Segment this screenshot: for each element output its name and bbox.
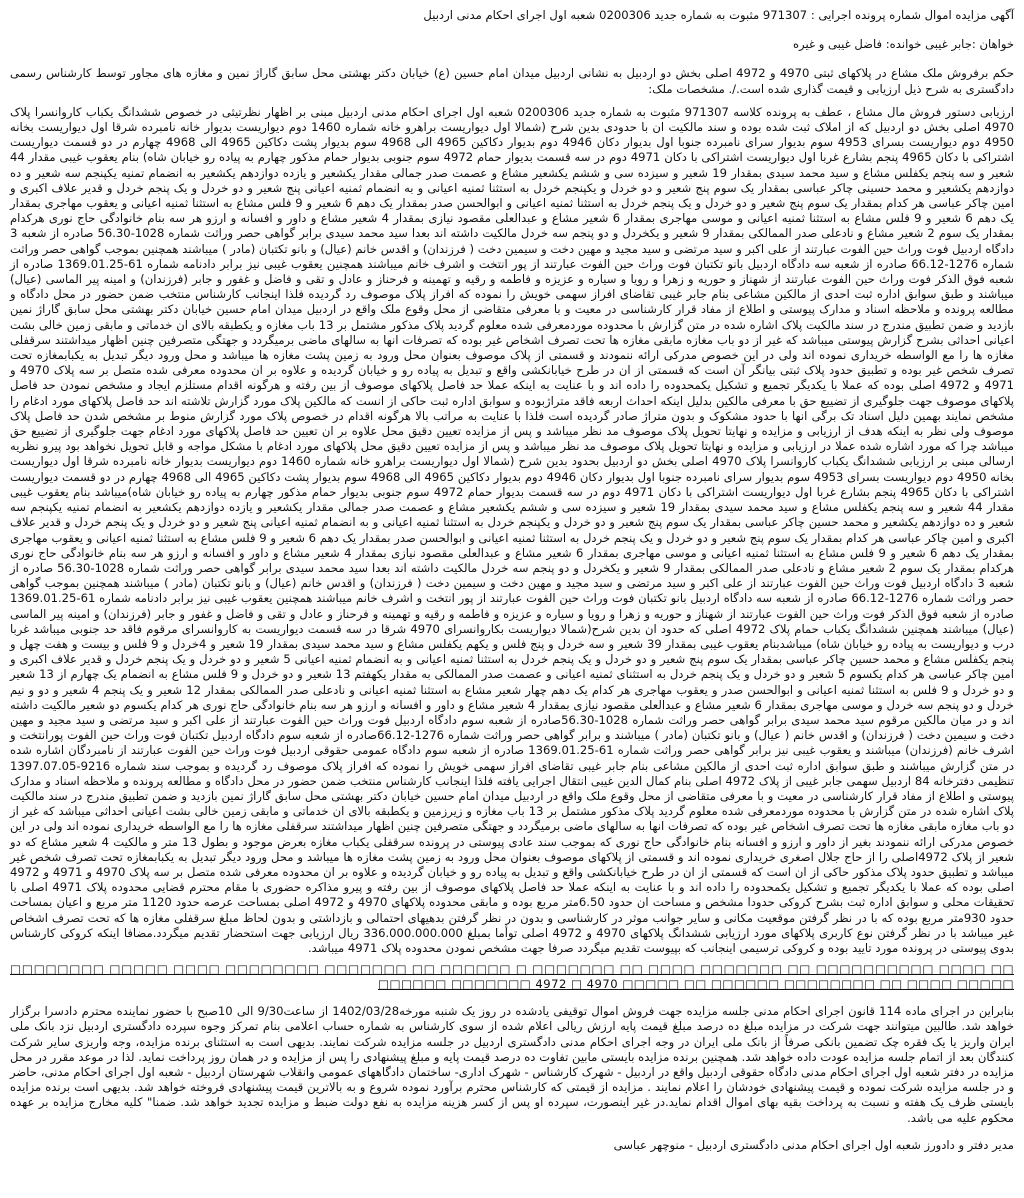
auction-terms-paragraph: بنابراین در اجرای ماده 114 قانون اجرای احکام مدنی جلسه مزایده جهت فروش اموال توقیفی یادشده در روز یک شنبه مورخه1402/03/28 از ساعت9/30 الی 10صبح با حضور نماینده محترم دادسرا برگزار خواهد شد. طالبین میتوانند جهت شرکت در مزایده مبلغ ده درصد مبلغ قیمت پایه ارزش ریالی اعلام شده از سوی کارشناس به شماره حساب اعلامی بنام تمرکز وجوه سپرده دادگستری اردبیل نزد بانک ملی ایران واریز یا یک فقره چک تضمین بانکی صرفاً از بانک ملی ایران در وجه اجرای احکام مدنی دادگستری اردبیل در جلسه مزایده شرکت نمایند. بدیهی است به استثنای برنده مزایده، وجه واریزی سایر شرکت کنندگان بعد از اتمام جلسه مزایده عودت داده خواهد شد. همچنین برنده مزایده بایستی مابین تفاوت ده درصد قیمت پایه و مبلغ پیشنهادی را پس از مزایده و در همان روز پرداخت نماید. لذا در موعد مقرر در محل مزایده در دفتر شعبه اول اجرای احکام مدنی دادگاه حقوقی اردبیل واقع در اردبیل - شهرک کارشناس - شهرک اداری- ساختمان دادگاههای عمومی وانقلاب شهرستان اردبیل - شعبه اول اجرای احکام مدنی، حاضر و در جلسه مزایده شرکت نموده و قیمت پیشنهادی خودشان را اعلام نمایند . مزایده از قیمتی که کارشناس محترم برآورد نموده شروع و به بالاترین قیمت پیشنهادی فروخته خواهد شد. بدیهی است برنده مزایده بایستی ظرف یک هفته و نسبت به پرداخت بقیه بهای اموال اقدام نماید.در غیر اینصورت، سپرده او پس از کسر هزینه مزایده به نفع دولت ضبط و مزایده تجدید خواهد شد. ضمنا" کلیه مخارج مزایده بر عهده محکوم علیه می باشد. [10, 1004, 1014, 1125]
signature-line: مدیر دفتر و دادورز شعبه اول اجرای احکام مدنی دادگستری اردبیل - منوچهر عباسی [613, 1137, 1014, 1152]
parties-line: خواهان :جابر غیبی خوانده: فاضل غیبی و غیره [792, 37, 1014, 52]
garbled-heading-line: □□ □□□□ □□□□□□□□□□ □□ □□□□□□□ □□□□ □□ □□□□□□□ □ □□□□□□ □□ □□□□□□□ □□□□□□□□ □□□□ □□□□□ □□□□□□□□ □□□□□ □□□□ □□ □□□□□□□□ □□□□□□ □□ □□□□□ 4970 □ 4972 □□□□□□□ □□□□□□ [10, 962, 1014, 992]
notice-title: آگهی مزایده اموال شماره پرونده اجرایی : 971307 مثبوت به شماره جدید 0200306 شعبه اول اجرای احکام مدنی اردبیل [423, 8, 1014, 22]
ruling-paragraph: حکم برفروش ملک مشاع در پلاکهای ثبتی 4970 و 4972 اصلی بخش دو اردبیل به نشانی اردبیل میدان امام حسین (ع) خیابان دکتر بهشتی محل سابق گاراژ نمین و مغازه های مجاور توسط کارشناس رسمی دادگستری به شرح ذیل ارزیابی و قیمت گذاری شده است./. مشخصات ملک: [10, 66, 1014, 96]
appraisal-paragraph: ارزیابی دستور فروش مال مشاع ، عطف به پرونده کلاسه 971307 مثبوت به شماره جدید 0200306 شعبه اول اجرای احکام مدنی اردبیل مبنی بر اظهار نظرتیثی در خصوص ششدانگ یکباب کاروانسرا پلاک 4970 اصلی بخش دو اردبیل که از املاک ثبت شده بوده و سند مالکیت ان با حدودی بدین شرح (شمالا اول دیواریست براهرو خانه شماره 1460 دوم دیواریست بدیوار خانه نامبرده شرقا اول دیواریست بخانه 4950 دوم دیواریست بسرای 4953 سوم بدیوار سرای نامبرده جنوبا اول بدیوار دکان 4946 دوم بدیوار دکاکین 4965 الی 4968 سوم بدیوار پشت دکاکین 4965 الی 4968 چهارم در دو قسمت دیواریست اشتراکی با دکان 4965 پنجم بشارع غربا اول دیواریست اشتراکی با دکان 4971 دوم در سه قسمت بدیوار حمام 4972 سوم جنوبی بدیوار حمام مذکور چهارم به پیاده رو خیابان شاه) بنام یعقوب غیبی مقدار 44 شعیر و سه پنجم یکفلس مشاع و سید محمد سیدی بمقدار 19 شعیر و سیزده سی و ششم یکشعیر مشاع و عصمت صدر جمالی مقدار یکشعیر و یازده دوازدهم یکشعیر به انضمام تمنیه یکپنجم سه شعیر و ده دوازدهم یکشعیر و محمد حسینی چاکر عباسی بمقدار یک سوم پنج شعیر و دو خردل و یکپنجم خردل به استثنا ثمنیه اعیانی و به انضمام ثمنیه اعیانی پنج شعیر و دو خردل و یک پنجم خردل و قدیر علاف اکبری و امین چاکر عباسی هر کدام بمقدار یک سوم پنج شعیر و دو خردل و یک پنجم خردل به استثنا ثمنیه اعیانی و ابوالحسن صدر بمقدار یک دهم 6 شعیر و 9 فلس مشاع به استثنا ثمنیه اعیانی و یعقوب مهاجری بمقدار یک دهم 6 شعیر و 9 فلس مشاع به استثنا ثمنیه اعیانی و موسی مهاجری بمقدار 6 شعیر مشاع و عبدالعلی مقصود نیازی بمقدار 4 شعیر مشاع و داور و افسانه و ارزو هر سه بنام خانوادگی حاج نوری هرکدام بمقدار یک سوم 2 شعیر مشاع و نادعلی صدر الممالکی بمقدار 9 شعیر و یکخردل و دو پنجم سه خردل مالکیت داشته اند بعدا سید محمد سیدی برابر گواهی حصر وراثت شماره 1028-56.30 صادره از شعبه 3 دادگاه اردبیل فوت وراث حین الفوت عبارتند از علی اکبر و سید مرتضی و سید مجید و مهین دخت و سیمین دخت ( فرزندان) و اقدس خانم (عیال) و بانو تکتبان (مادر ) میباشند همچنین بموجب گواهی حصر وراثت شماره 1276-66.12 صادره از شعبه سه دادگاه اردبیل بانو تکتبان فوت وراث حین الفوت عبارتند از پور انتخت و اشرف خانم میباشند همچنین یعقوب غیبی نیز برابر دادنامه شماره 61-1369.01.25 صادره از شعبه فوق الذکر فوت وراث حین الفوت عبارتند از شهناز و حوریه و زهرا و رویا و سیاره و عزیزه و فاطمه و رقیه و تهمینه و فرحناز و عادل و تقی و فاضل و غفور و جابر (فرزندان) و امینه پیر الماسی (عیال) میباشند و طبق سوابق اداره ثبت احدی از مالکین مشاعی بنام جابر غیبی تقاضای افراز سهمی خویش را نموده که افراز پلاک موصوف رد گردیده فلذا اینجانب کارشناس منتخب ضمن حضور در محل دادگاه و مطالعه پرونده و ملاحظه اسناد و مدارک پیوستی و اطلاع از مفاد قرار کارشناسی در معیت و با معرفی متقاضی از محل وقوع ملک واقع در اردبیل میدان امام حسین خیابان دکتر بهشتی محل سابق گاراژ نمین بازدید و ضمن تطبیق مندرج در سند مالکیت پلاک اشاره شده در متن گزارش با محدوده موردمعرفی شده معلوم گردید پلاک مذکور مشتمل بر 13 باب مغازه و یکطبقه بالای ان خدماتی و مابقی زمین خالی بشت اعیانی احداثی بشرح گزارش پیوستی میباشد که غیر از دو باب مغازه مابقی مغازه ها تحت تصرف اشخاص غیر بوده که تصرفات انها به سالهای ماضی برمیگردد و جهتگی متصرفین چنین اظهار میداشتند سرقفلی مغازه ها را مع الواسطه خریداری نموده اند ولی در این خصوص مدرکی ارائه ننمودند و قسمتی از پلاک موصوف بعنوان محل ورود به زمین پشت مغازه ها میباشد و محل ورود دیگر تبدیل به یکبابمغازه تحت تصرف شخص غیر بوده و تطبیق حدود پلاک ثبتی بیانگر آن است که قسمتی از ان در طرح خیابانکشی واقع و تبدیل به پیاده رو و خیابان گردیده و علاوه بر ان محدوده معرفی شده متصل بر سه پلاک 4970 و 4971 و 4972 اصلی بوده که عملا با یکدیگر تجمیع و تشکیل یکمحدوده را داده اند و با عنایت به اینکه عملا حد فاصل پلاکهای موصوف از بین رفته و هرگونه اقدام مستلزم ایجاد و مشخص نمودن حد فاصل پلاکهای موصوف جهت جلوگیری از تضییع حق با معرفی مالکین بدلیل اینکه احداث اربعه فاقد متراژبوده و سوابق اداره ثبت حاکی از انست که مالکین پلاک مورد گزارش تلاشته اند حد فاصل پلاکهای مورد ادغام را مشخص نمایند بهمین دلیل اسناد تک برگی انها با حدود مشکوک و بدون متراژ صادر گردیده است فلذا با عنایت به مراتب بالا هرگونه اقدام در خصوص پلاک مورد گزارش منوط بر مشخص شدن حد فاصل پلاک موصوف ولی نظر به اینکه هدف از ارزیابی و مزایده و نهایتا تحویل پلاک موصوف مد نظر میباشد و پس از مزایده تعیین دقیق محل علاوه بر ان تعیین حد فاصل پلاکهای مورد ادغام جهت جلوگیری از تضییع حق میباشد چرا که مورد اشاره شده عملا در ارزیابی و مزایده و نهایتا تحویل پلاک موصوف مد نظر میباشد و پس از مزایده تعیین دقیق محل پلاکهای مورد ادغام با مشکل مواجه و قابل تحویل نخواهد بود پیرو نظریه ارسالی مبنی بر ارزیابی ششدانگ یکباب کاروانسرا پلاک 4970 اصلی بخش دو اردبیل بحدود بدین شرح (شمالا اول دیواریست براهرو خانه شماره 1460 دوم دیواریست بدیوار خانه نامبرده شرقا اول دیواریست بخانه 4950 دوم دیواریست بسرای 4953 سوم بدیوار سرای نامبرده جنوبا اول بدیوار دکان 4946 دوم بدیوار دکاکین 4965 الی 4968 سوم بدیوار پشت دکاکین 4965 الی 4968 چهارم در دو قسمت دیواریست اشتراکی با دکان 4965 پنجم بشارع غربا اول دیواریست اشتراکی با دکان 4971 دوم در سه قسمت بدیوار حمام 4972 سوم جنوبی بدیوار حمام مذکور چهارم به پیاده رو خیابان شاه)میباشد بنام یعقوب غیبی مقدار 44 شعیر و سه پنجم یکفلس مشاع و سید محمد سیدی بمقدار 19 شعیر و سیزده سی و ششم یکشعیر مشاع و عصمت صدر جمالی مقدار یکشعیر و یازده دوازدهم یکشعیر به انضمام تمنیه یکپنجم سه شعیر و ده دوازدهم یکشعیر و محمد حسین چاکر عباسی بمقدار یک سوم پنج شعیر و دو خردل و یکپنجم خردل به استثنا ثمنیه اعیانی و به انضمام ثمنیه اعیانی پنج شعیر و دو خردل و یک پنجم خردل و قدیر علاف اکبری و امین چاکر عباسی هر کدام بمقدار یک سوم پنج شعیر و دو خردل و یک پنجم خردل به استثنا ثمنیه اعیانی و ابوالحسن صدر بمقدار یک دهم 6 شعیر و 9 فلس مشاع به استثنا ثمنیه اعیانی و یعقوب مهاجری بمقدار یک دهم 6 شعیر و 9 فلس مشاع به استثنا ثمنیه اعیانی و موسی مهاجری بمقدار 6 شعیر مشاع و عبدالعلی مقصود نیازی بمقدار 4 شعیر مشاع و داور و افسانه و ارزو هر سه بنام خانوادگی حاج نوری هرکدام بمقدار یک سوم 2 شعیر مشاع و نادعلی صدر الممالکی بمقدار 9 شعیر و یکخردل و دو پنجم سه خردل مالکیت داشته اند بعدا سید محمد سیدی برابر گواهی حصر وراثت شماره 1028-56.30 صادره از شعبه 3 دادگاه اردبیل فوت وراث حین الفوت عبارتند از علی اکبر و سید مرتضی و سید مجید و مهین دخت و سیمین دخت ( فرزندان) و اقدس خانم (عیال) و بانو تکتبان (مادر ) میباشند همچنین بموجب گواهی حصر وراثت شماره 1276-66.12 صادره از شعبه سه دادگاه اردبیل بانو تکتبان فوت وراث حین الفوت عبارتند از پور انتخت و اشرف خانم میباشند همچنین یعقوب غیبی نیز برابر دادنامه شماره 61-1369.01.25 صادره از شعبه فوق الذکر فوت وراث حین الفوت عبارتند از شهناز و حوریه و زهرا و رویا و سیاره و عزیزه و فاطمه و رقیه و تهمینه و فرحناز و عادل و تقی و فاضل و غفور و جابر (فرزندان) و امینه پیر الماسی (عیال) میباشند همچنین ششدانگ یکباب حمام پلاک 4972 اصلی که حدود ان بدین شرح(شمالا دیواریست بکاروانسرای 4970 شرقا در سه قسمت دیواریست به کاروانسرای مرقوم فاقد حد جنوبی میباشد غربا درب و دیواریست به پیاده رو خیابان شاه) میباشدبنام یعقوب غیبی بمقدار 39 شعیر و سه خردل و پنج فلس و یکهم یکفلس مشاع و سید محمد سیدی بمقدار 19 شعیر و 4خردل و 9 فلس و بیست و هفت چهل و پنجم یکفلس مشاع و محمد حسین چاکر عباسی بمقدار یک سوم پنج شعیر و دو خردل و یک پنجم خردل به استثنا ثمنیه اعیانی و به انضمام ثمنیه اعیانی 5 شعیر و دو خردل و یک پنجم خردل و قدیر علاف اکبری و امین چاکر عباسی هر کدام یکسوم 5 شعیر و دو خردل و یک پنجم خردل به استثنای ثمنیه اعیانی و عصمت صدر الممالکی به مقدار یکهفتم 13 شعیر و دو خردل و 9 فلس مشاع به انضمام یک چهارم از 13 شعیر و دو خردل و 9 فلس به استثنا ثمنیه اعیانی و ابوالحسن صدر و یعقوب مهاجری هر کدام یک دهم چهار شعیر مشاع به استثنا ثمنیه اعیانی و نادعلی صدر الممالکی بمقدار 12 شعیر و یک پنجم 4 شعیر و دو و نیم خردل و دو پنجم سه خردل و موسی مهاجری بمقدار 6 شعیر مشاع و عبدالعلی مقصود نیازی بمقدار 4 شعیر مشاع و داور و افسانه و ارزو هر سه بنام خانوادگی حاج نوری هر کدام یکسوم دو شعیر مالکیت داشته اند و در میان مالکین مرقوم سید محمد سیدی برابر گواهی حصر وراثت شماره 1028-56.30صادره از شعبه سوم دادگاه اردبیل فوت وراث حین الفوت عبارتند از علی اکبر و سید مرتضی و سید مجید و مهین دخت و سیمین دخت ( فرزندان) و اقدس خانم ( عیال) و بانو تکتبان (مادر ) میباشند و برابر گواهی حصر وراثت شماره 1276-66.12صادره از شعبه سوم دادگاه اردبیل تکتبان فوت وراث حین الفوت پورانتخت و اشرف خانم (فرزندان) میباشند و یعقوب غیبی نیز برابر گواهی حصر وراثت شماره 61-1369.01.25 صادره از شعبه سوم دادگاه عمومی حقوقی اردبیل فوت وراث حین الفوت عبارتند از نامبردگان اشاره شده در متن گزارش میباشند و طبق سوابق اداره ثبت احدی از مالکین مشاعی بنام جابر غیبی تقاضای افراز سهمی خویش را نموده که افراز پلاک موصوف رد گردیده و بموجب سند شماره 9216-1397.07.05 تنظیمی دفترخانه 84 اردبیل سهمی جابر غیبی از پلاک 4972 اصلی بنام کمال الدین غیبی انتقال اجرایی یافته فلذا اینجانب کارشناس منتخب ضمن حضور در محل دادگاه و مطالعه پرونده و ملاحظه اسناد و مدارک پیوستی و اطلاع از مفاد قرار کارشناسی در معیت و با معرفی متقاضی از محل وقوع ملک واقع در اردبیل میدان امام حسین خیابان دکتر بهشتی محل سابق گاراژ نمین بازدید و ضمن تطبیق مندرج در سند مالکیت پلاک اشاره شده در متن گزارش با محدوده موردمعرفی شده معلوم گردید پلاک مذکور مشتمل بر 13 باب مغازه و زیرزمین و یکطبقه بالای ان خدماتی و مابقی زمین خالی بشت اعیانی احداثی میباشد که غیر از دو باب مغازه مابقی مغازه ها تحت تصرف اشخاص غیر بوده که تصرفات انها به سالهای ماضی برمیگردد و جهتگی متصرفین چنین اظهار میداشتند سرقفلی مغازه ها را مع الواسطه خریداری نموده اند ولی در این خصوص مدرکی ارائه ننمودند بغیر از داور و ارزو و افسانه بنام خانوادگی حاج نوری که بموجب سند عادی پیوستی در پرونده سرقفلی یکباب مغازه بعرض موجود و بطول 13 متر و مالکیت 4 شعیر مشاع که دو شعیر از پلاک 4972اصلی را از حاج جلال اصغری خریداری نموده اند و قسمتی از پلاکهای موصوف بعنوان محل ورود به زمین پشت مغازه ها میباشد و محل ورود دیگر تبدیل به یکبابمغازه تحت تصرف شخص غیر میباشد و تطبیق حدود پلاک مذکور حاکی از ان است که قسمتی از ان در طرح خیابانکشی واقع و تبدیل به پیاده رو و خیابان گردیده و علاوه بر ان محدوده معرفی شده متصل بر سه پلاک 4970 و 4971 و 4972 اصلی بوده که عملا با یکدیگر تجمیع و تشکیل یکمحدوده را داده اند و با عنایت به اینکه عملا حد فاصل پلاکهای موصوف از بین رفته و پیرو مذاکره حضوری با مقام محترم قضایی محدوده پلاک 4971 اصلی با تحقیقات محلی و سوابق اداره ثبت بشرح کروکی حدودا مشخص و مساحت ان حدود 6.50متر مربع بوده و مابقی محدوده پلاکهای 4970 و 4972 اصلی بمساحت عرصه حدود 1120 متر مربع و اعیان بمساحت حدود 930متر مربع بوده که با در نظر گرفتن موقعیت مکانی و سایر جوانب موثر در کارشناسی و بدون در نظر گرفتن بدهیهای احتمالی و بازداشتی و بدون لحاظ مبلغ سرقفلی مغازه ها که تحت تصرف اشخاص غیر میباشد با در نظر گرفتن نوع کاربری پلاکهای مورد ارزیابی ششدانگ پلاکهای 4970 و 4972 اصلی توأما بمبلغ 336.000.000.000 ریال ارزیابی جهت استحضار تقدیم میگردد.مضافا اینکه کروکی کارشناس بدوی پیوستی در پرونده مورد تایید بوده و کروکی ترسیمی اینجانب که بپیوست تقدیم میگردد صرفا جهت مشخص نمودن محدوده پلاک 4971 میباشد. [10, 104, 1015, 955]
